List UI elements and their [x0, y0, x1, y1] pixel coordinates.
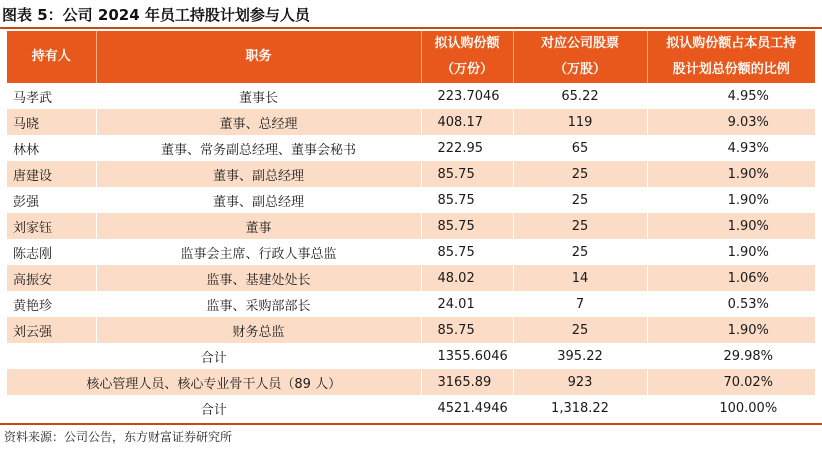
header-shares-line2: （万份） [440, 62, 493, 77]
holder-name: 林林 [7, 135, 96, 161]
total-label: 合计 [7, 395, 421, 421]
core-staff-row [7, 369, 815, 395]
shares-value: 85.75 [421, 317, 513, 343]
stock-value: 7 [513, 291, 647, 317]
stock-value: 25 [513, 187, 647, 213]
header-holder: 持有人 [7, 31, 96, 83]
holder-name: 黄艳珍 [7, 291, 96, 317]
holder-position: 财务总监 [96, 317, 421, 343]
holder-position: 董事、总经理 [96, 109, 421, 135]
header-stock [513, 31, 647, 83]
holder-position: 董事、常务副总经理、董事会秘书 [96, 135, 421, 161]
shares-value: 222.95 [421, 135, 513, 161]
holder-name: 彭强 [7, 187, 96, 213]
header-ratio-line2: 股计划总份额的比例 [672, 62, 790, 77]
stock-value: 25 [513, 317, 647, 343]
ratio-value: 1.90% [727, 244, 769, 260]
ratio-value: 4.95% [727, 88, 769, 104]
shares-value: 48.02 [421, 265, 513, 291]
total-stock: 1,318.22 [513, 395, 647, 421]
shares-value: 85.75 [421, 161, 513, 187]
ratio-value: 1.90% [647, 161, 815, 187]
table-row [7, 239, 815, 265]
table-row [7, 265, 815, 291]
holder-position: 董事、副总经理 [96, 161, 421, 187]
shares-value: 85.75 [421, 187, 513, 213]
shares-value: 85.75 [421, 239, 513, 265]
shares-value: 24.01 [421, 291, 513, 317]
participants-table [7, 31, 815, 421]
title-divider [0, 27, 822, 29]
ratio-value: 0.53% [727, 296, 769, 312]
table-row [7, 109, 815, 135]
stock-value: 25 [513, 161, 647, 187]
stock-value: 25 [513, 239, 647, 265]
table-row [7, 213, 815, 239]
table-row [7, 83, 815, 109]
ratio-value: 1.06% [647, 265, 815, 291]
table-row [7, 317, 815, 343]
holder-position: 监事、采购部部长 [96, 291, 421, 317]
header-stock-line2: （万股） [553, 62, 606, 77]
header-position: 职务 [96, 31, 421, 83]
core-staff-stock: 923 [513, 369, 647, 395]
holder-position: 董事 [96, 213, 421, 239]
header-ratio [647, 31, 815, 83]
total-shares: 4521.4946 [421, 395, 513, 421]
header-ratio-line1: 拟认购份额占本员工持 [666, 36, 797, 51]
stock-value: 65.22 [513, 83, 647, 109]
holder-name: 马孝武 [7, 83, 96, 109]
core-staff-label: 核心管理人员、核心专业骨干人员（89 人） [7, 369, 421, 395]
header-shares [421, 31, 513, 83]
holder-name: 高振安 [7, 265, 96, 291]
core-staff-ratio: 70.02% [647, 369, 815, 395]
holder-name: 唐建设 [7, 161, 96, 187]
subtotal-ratio: 29.98% [723, 348, 774, 364]
subtotal-stock: 395.22 [513, 343, 647, 369]
shares-value: 408.17 [421, 109, 513, 135]
table-row [7, 291, 815, 317]
ratio-value: 1.90% [647, 213, 815, 239]
header-shares-line1: 拟认购份额 [434, 36, 500, 51]
shares-value: 223.7046 [421, 83, 513, 109]
subtotal-row [7, 343, 815, 369]
ratio-value: 4.93% [727, 140, 769, 156]
table-row [7, 135, 815, 161]
ratio-value: 9.03% [647, 109, 815, 135]
shares-value: 85.75 [421, 213, 513, 239]
holder-name: 马晓 [7, 109, 96, 135]
table-row [7, 161, 815, 187]
bottom-divider [0, 423, 822, 425]
subtotal-label: 合计 [7, 343, 421, 369]
holder-position: 监事、基建处处长 [96, 265, 421, 291]
holder-position: 董事长 [96, 83, 421, 109]
stock-value: 25 [513, 213, 647, 239]
holder-name: 刘云强 [7, 317, 96, 343]
total-ratio: 100.00% [719, 400, 778, 416]
holder-name: 刘家钰 [7, 213, 96, 239]
source-note: 资料来源：公司公告，东方财富证券研究所 [4, 430, 233, 444]
ratio-value: 1.90% [647, 317, 815, 343]
table-row [7, 187, 815, 213]
header-stock-line1: 对应公司股票 [540, 36, 619, 51]
stock-value: 65 [513, 135, 647, 161]
stock-value: 14 [513, 265, 647, 291]
ratio-value: 1.90% [727, 192, 769, 208]
holder-position: 监事会主席、行政人事总监 [96, 239, 421, 265]
core-staff-shares: 3165.89 [421, 369, 513, 395]
table-header-row [7, 31, 815, 83]
page-title: 图表 5：公司 2024 年员工持股计划参与人员 [2, 6, 310, 24]
subtotal-shares: 1355.6046 [421, 343, 513, 369]
holder-name: 陈志刚 [7, 239, 96, 265]
total-row [7, 395, 815, 421]
stock-value: 119 [513, 109, 647, 135]
holder-position: 董事、副总经理 [96, 187, 421, 213]
